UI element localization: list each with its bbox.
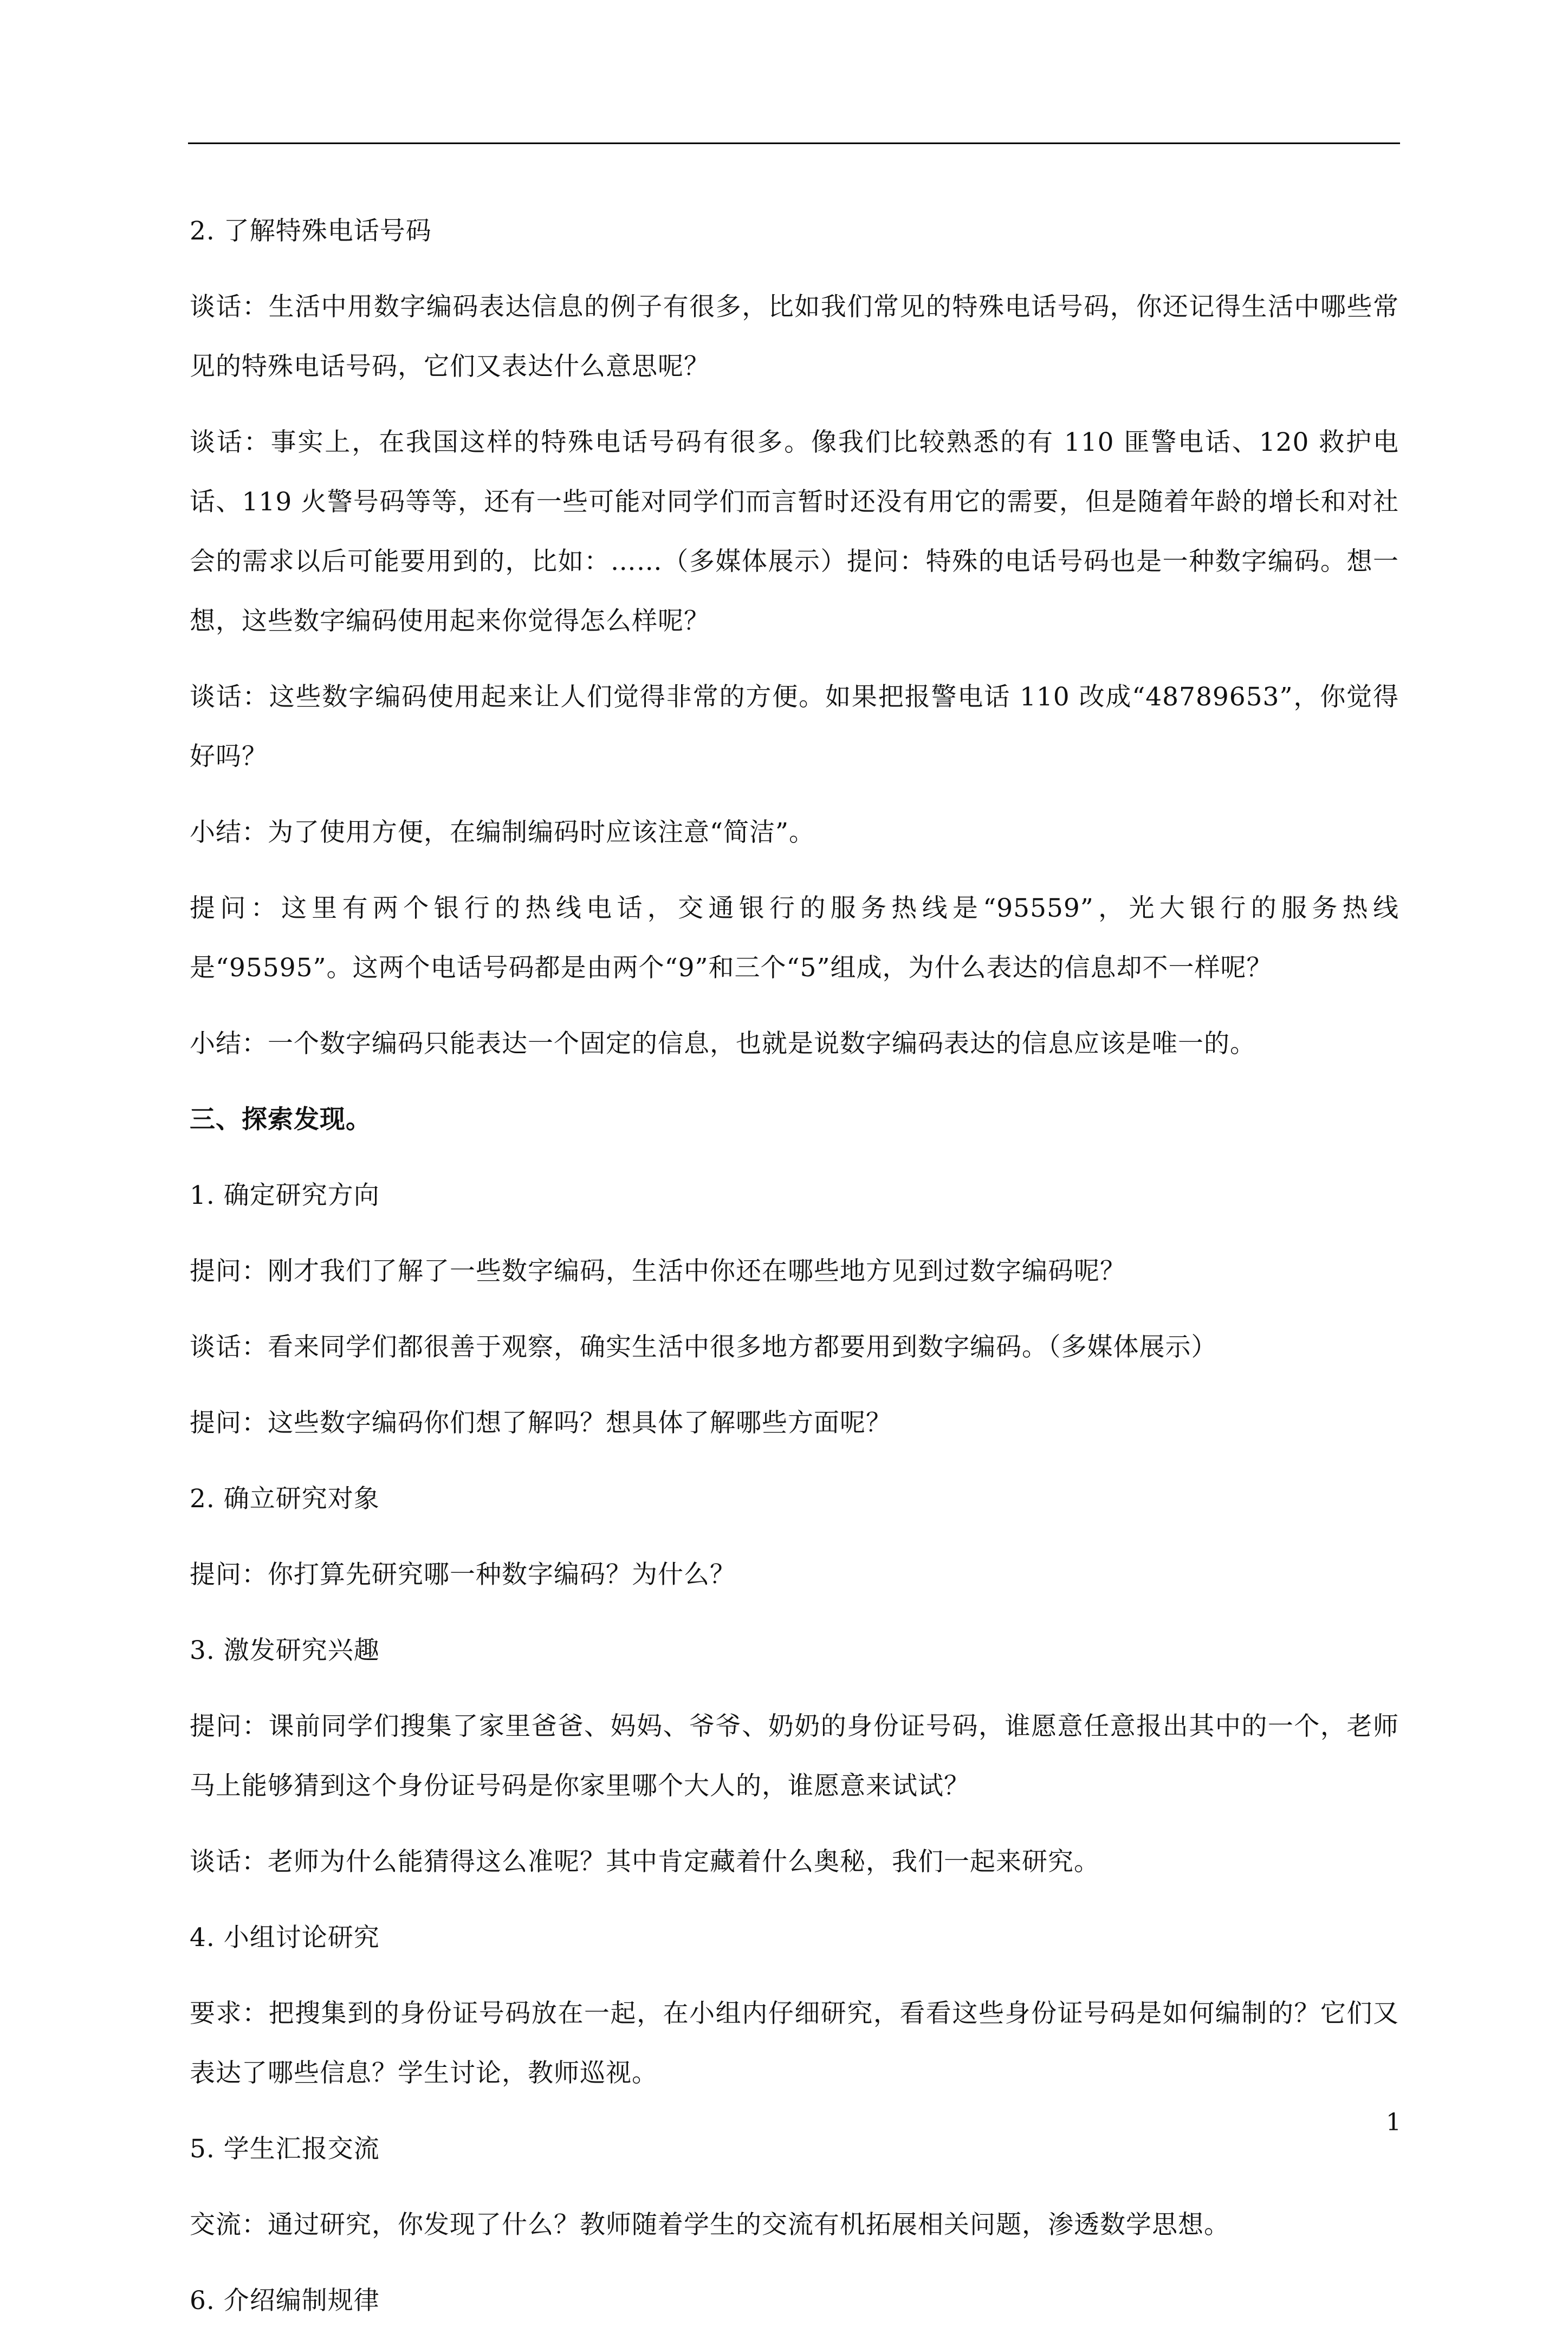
part-heading: 三、探索发现。 <box>190 1105 372 1134</box>
paragraph: 谈话：生活中用数字编码表达信息的例子有很多，比如我们常见的特殊电话号码，你还记得生活中哪些常见的特殊电话号码，它们又表达什么意思呢？ <box>190 292 1399 381</box>
section-heading: 5. 学生汇报交流 <box>190 2134 380 2164</box>
document-body <box>190 202 1399 2347</box>
paragraph: 谈话：老师为什么能猜得这么准呢？其中肯定藏着什么奥秘，我们一起来研究。 <box>190 1847 1100 1877</box>
paragraph: 提问：你打算先研究哪一种数字编码？为什么？ <box>190 1560 736 1590</box>
section-heading: 4. 小组讨论研究 <box>190 1923 380 1953</box>
paragraph: 交流：通过研究，你发现了什么？教师随着学生的交流有机拓展相关问题，渗透数学思想。 <box>190 2210 1230 2240</box>
section-heading: 6. 介绍编制规律 <box>190 2286 380 2316</box>
section-heading: 1. 确定研究方向 <box>190 1181 380 1210</box>
summary-paragraph: 小结：为了使用方便，在编制编码时应该注意“简洁”。 <box>190 818 815 847</box>
section-heading: 2. 确立研究对象 <box>190 1484 380 1514</box>
summary-paragraph: 小结：一个数字编码只能表达一个固定的信息，也就是说数字编码表达的信息应该是唯一的。 <box>190 1029 1256 1059</box>
paragraph: 要求：把搜集到的身份证号码放在一起，在小组内仔细研究，看看这些身份证号码是如何编制的？它们又表达了哪些信息？学生讨论，教师巡视。 <box>190 1999 1399 2088</box>
paragraph: 提问：这些数字编码你们想了解吗？想具体了解哪些方面呢？ <box>190 1408 892 1438</box>
paragraph: 谈话：看来同学们都很善于观察，确实生活中很多地方都要用到数字编码。（多媒体展示） <box>190 1332 1217 1362</box>
header-rule <box>188 142 1400 144</box>
paragraph: 谈话：事实上，在我国这样的特殊电话号码有很多。像我们比较熟悉的有 110 匪警电话、120 救护电话、119 火警号码等等，还有一些可能对同学们而言暂时还没有用它的需要，但是随着年龄的增长和对社会的需求以后可能要用到的，比如：……（多媒体展示）提问：特殊的电话号码也是一种数字编码。想一想，这些数字编码使用起来你觉得怎么样呢？ <box>190 427 1399 636</box>
page-number: 1 <box>1386 2109 1401 2136</box>
section-heading: 2. 了解特殊电话号码 <box>190 216 432 246</box>
paragraph: 谈话：这些数字编码使用起来让人们觉得非常的方便。如果把报警电话 110 改成“48789653”，你觉得好吗？ <box>190 682 1399 771</box>
section-heading: 3. 激发研究兴趣 <box>190 1636 380 1665</box>
paragraph: 提问：刚才我们了解了一些数字编码，生活中你还在哪些地方见到过数字编码呢？ <box>190 1256 1126 1286</box>
paragraph: 提问：课前同学们搜集了家里爸爸、妈妈、爷爷、奶奶的身份证号码，谁愿意任意报出其中的一个，老师马上能够猜到这个身份证号码是你家里哪个大人的，谁愿意来试试？ <box>190 1711 1399 1801</box>
paragraph: 提问：这里有两个银行的热线电话，交通银行的服务热线是“95559”，光大银行的服务热线是“95595”。这两个电话号码都是由两个“9”和三个“5”组成，为什么表达的信息却不一样呢？ <box>190 893 1399 983</box>
